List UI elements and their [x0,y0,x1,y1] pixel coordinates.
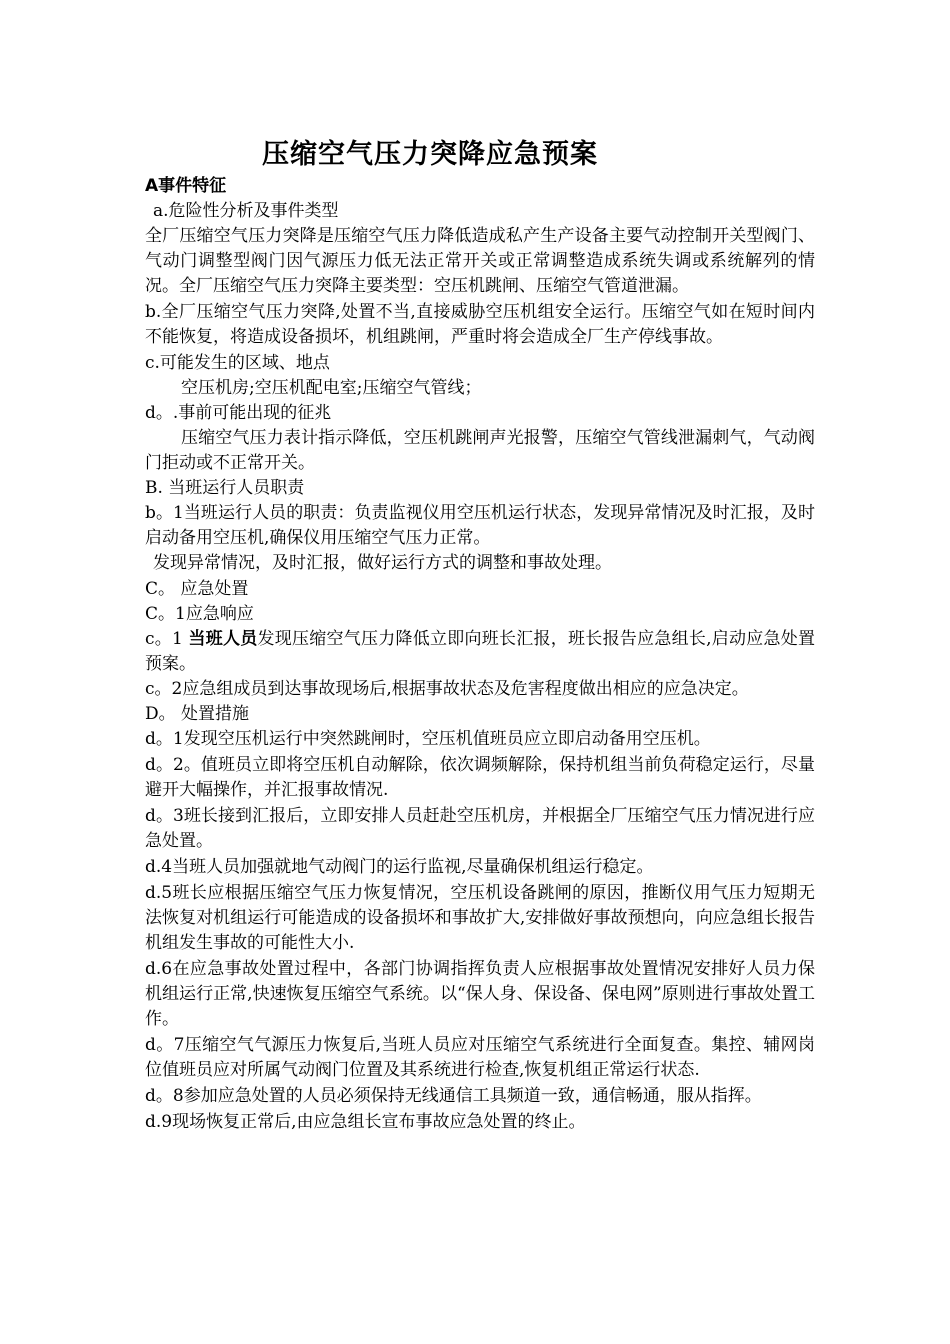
paragraph-d-body: 压缩空气压力表计指示降低，空压机跳闸声光报警，压缩空气管线泄漏刺气，气动阀门拒动或不正常开关。 [145,428,815,473]
subsection-c1-heading: C。1应急响应 [145,604,254,624]
paragraph-d9: d.9现场恢复正常后,由应急组长宣布事故应急处置的终止。 [145,1112,586,1132]
section-d-heading: D。 处置措施 [145,704,250,724]
section-c-heading: C。 应急处置 [145,579,249,599]
paragraph-d5: d.5班长应根据压缩空气压力恢复情况，空压机设备跳闸的原因，推断仪用气压力短期无法恢复对机组运行可能造成的设备损坏和事故扩大,安排做好事故预想向，向应急组长报告机组发生事故的可能性大小. [145,883,815,953]
paragraph-d6: d.6在应急事故处置过程中，各部门协调指挥负责人应根据事故处置情况安排好人员力保机组运行正常,快速恢复压缩空气系统。以“保人身、保设备、保电网”原则进行事故处置工作。 [145,959,815,1029]
paragraph-b1: b。1当班运行人员的职责：负责监视仪用空压机运行状态，发现异常情况及时汇报，及时启动备用空压机,确保仪用压缩空气压力正常。 [145,503,815,548]
paragraph-d2: d。2。值班员立即将空压机自动解除，依次调频解除，保持机组当前负荷稳定运行，尽量避开大幅操作，并汇报事故情况. [145,755,815,800]
paragraph-a-body: 全厂压缩空气压力突降是压缩空气压力降低造成私产生产设备主要气动控制开关型阀门、气动门调整型阀门因气源压力低无法正常开关或正常调整造成系统失调或系统解列的情况。全厂压缩空气压力突降主要类型：空压机跳闸、压缩空气管道泄漏。 [145,226,815,296]
paragraph-c2: c。2应急组成员到达事故现场后,根据事故状态及危害程度做出相应的应急决定。 [145,679,749,699]
paragraph-b: b.全厂压缩空气压力突降,处置不当,直接威胁空压机组安全运行。压缩空气如在短时间内不能恢复，将造成设备损坏，机组跳闸，严重时将会造成全厂生产停线事故。 [145,302,815,347]
paragraph-c1 [145,627,815,677]
paragraph-d8: d。8参加应急处置的人员必须保持无线通信工具频道一致，通信畅通，服从指挥。 [145,1086,762,1106]
paragraph-d7: d。7压缩空气气源压力恢复后,当班人员应对压缩空气系统进行全面复查。集控、辅网岗位值班员应对所属气动阀门位置及其系统进行检查,恢复机组正常运行状态. [145,1035,815,1080]
paragraph-d1: d。1发现空压机运行中突然跳闸时，空压机值班员应立即启动备用空压机。 [145,729,711,749]
paragraph-c1-prefix: c。1 [145,629,189,649]
subsection-d-heading: d。.事前可能出现的征兆 [145,403,332,423]
paragraph-b1-cont: 发现异常情况，及时汇报，做好运行方式的调整和事故处理。 [153,553,612,573]
paragraph-d4: d.4当班人员加强就地气动阀门的运行监视,尽量确保机组运行稳定。 [145,857,654,877]
paragraph-c-body: 空压机房;空压机配电室;压缩空气管线； [181,378,482,398]
paragraph-d3: d。3班长接到汇报后，立即安排人员赶赴空压机房，并根据全厂压缩空气压力情况进行应急处置。 [145,806,815,851]
document-body [145,174,815,1135]
section-a-heading: A事件特征 [145,176,227,196]
subsection-c-heading: c.可能发生的区域、地点 [145,353,330,373]
document-title: 压缩空气压力突降应急预案 [262,139,598,170]
section-b-heading: B. 当班运行人员职责 [145,478,305,498]
paragraph-c1-text: 发现压缩空气压力降低立即向班长汇报，班长报告应急组长,启动应急处置预案。 [145,629,815,674]
paragraph-c1-bold: 当班人员 [188,629,258,649]
subsection-a-heading: a.危险性分析及事件类型 [153,201,339,221]
